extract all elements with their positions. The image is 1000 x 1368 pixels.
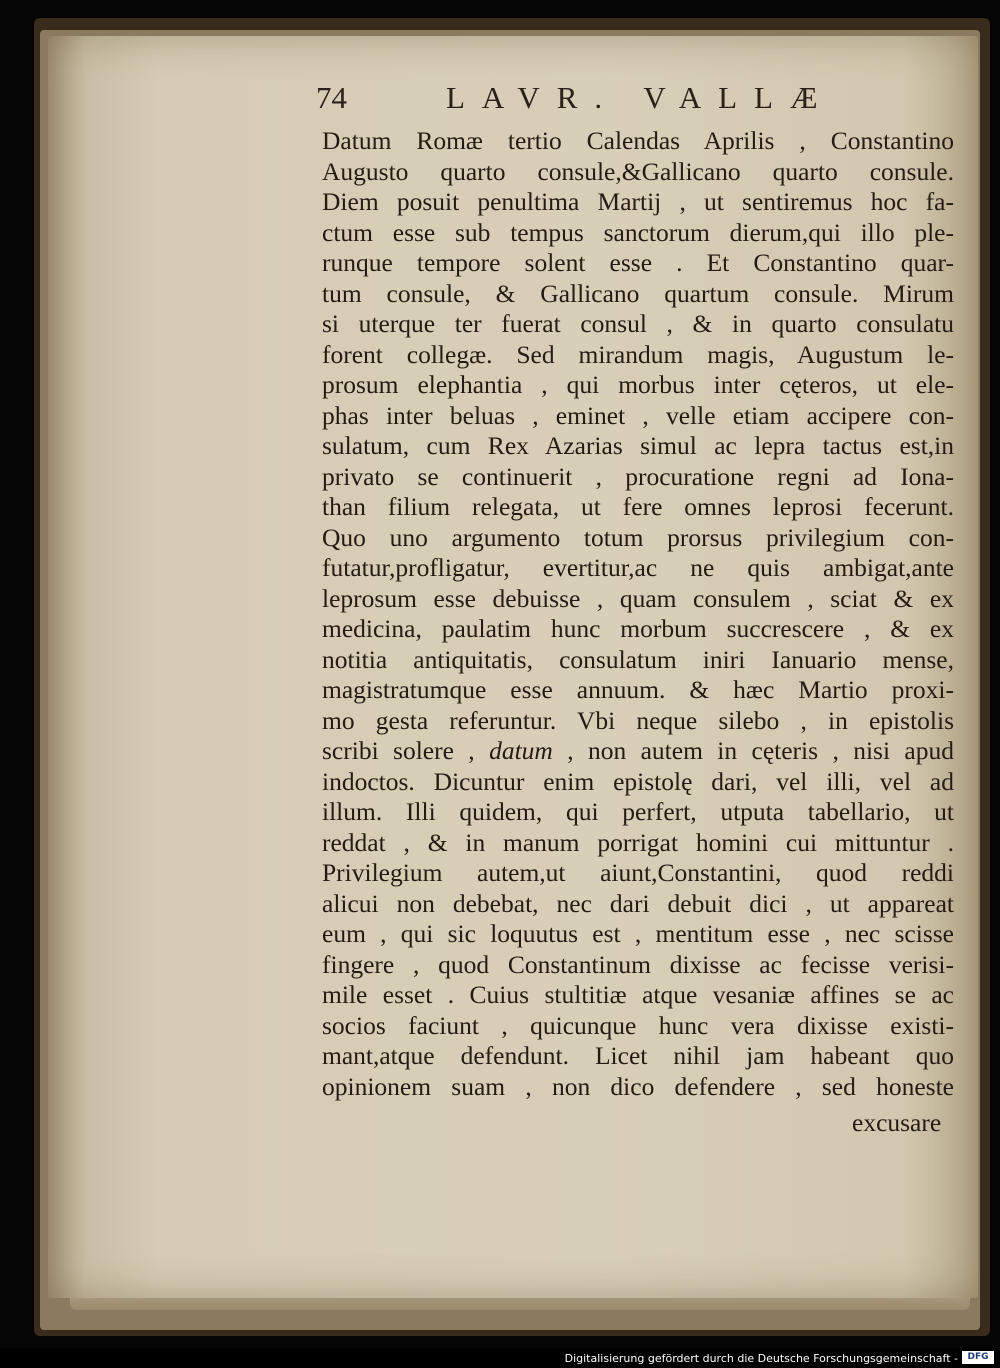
text-line: leprosum esse debuisse , quam consulem , sciat & ex [322, 583, 954, 613]
text-line: privato se continuerit , procuratione regni ad Iona- [322, 461, 954, 491]
page-number: 74 [316, 80, 347, 115]
text-line: mo gesta referuntur. Vbi neque silebo , in epistolis [322, 705, 954, 735]
italic-word: datum [489, 736, 553, 765]
text-line: fingere , quod Constantinum dixisse ac fecisse verisi- [322, 949, 954, 979]
body-text [322, 126, 954, 1102]
digitization-footer [0, 1348, 1000, 1368]
running-head-title: LAVR. VALLÆ [446, 80, 835, 115]
text-segment: , non autem in cęteris , nisi apud [552, 736, 954, 765]
dfg-logo-icon: DFG [962, 1351, 994, 1364]
text-line: tum consule, & Gallicano quartum consule. Mirum [322, 278, 954, 308]
text-line: Datum Romæ tertio Calendas Aprilis , Constantino [322, 126, 954, 155]
text-line: futatur,profligatur, evertitur,ac ne quis ambigat,ante [322, 553, 954, 582]
text-line-with-italic [322, 736, 954, 767]
text-line: Diem posuit penultima Martij , ut sentiremus hoc fa- [322, 187, 954, 216]
text-segment: scribi solere , [322, 736, 490, 765]
text-line: mant,atque defendunt. Licet nihil jam habeant quo [322, 1041, 954, 1070]
text-line: si uterque ter fuerat consul , & in quarto consulatu [322, 309, 954, 338]
text-line: indoctos. Dicuntur enim epistolę dari, vel illi, vel ad [322, 766, 954, 796]
text-line: ctum esse sub tempus sanctorum dierum,qui illo ple- [322, 217, 954, 247]
text-line: reddat , & in manum porrigat homini cui mittuntur . [322, 827, 954, 857]
text-line: sulatum, cum Rex Azarias simul ac lepra tactus est,in [322, 431, 954, 460]
text-line: mile esset . Cuius stultitiæ atque vesaniæ affines se ac [322, 980, 954, 1009]
footer-credit: Digitalisierung gefördert durch die Deutsche Forschungsgemeinschaft - [564, 1352, 958, 1365]
text-line: magistratumque esse annuum. & hæc Martio proxi- [322, 675, 954, 704]
text-line: phas inter beluas , eminet , velle etiam accipere con- [322, 400, 954, 430]
text-line: medicina, paulatim hunc morbum succrescere , & ex [322, 614, 954, 643]
text-line: prosum elephantia , qui morbus inter cęteros, ut ele- [322, 370, 954, 399]
text-line: than filium relegata, ut fere omnes leprosi fecerunt. [322, 492, 954, 521]
text-line: notitia antiquitatis, consulatum iniri Ianuario mense, [322, 644, 954, 674]
text-line: runque tempore solent esse . Et Constantino quar- [322, 248, 954, 277]
text-line: Privilegium autem,ut aiunt,Constantini, quod reddi [322, 858, 954, 887]
text-line: socios faciunt , quicunque hunc vera dixisse existi- [322, 1010, 954, 1040]
text-line: forent collegæ. Sed mirandum magis, Augustum le- [322, 339, 954, 369]
text-line: illum. Illi quidem, qui perfert, utputa tabellario, ut [322, 797, 954, 826]
text-line: Quo uno argumento totum prorsus privilegium con- [322, 522, 954, 552]
text-line: alicui non debebat, nec dari debuit dici , ut appareat [322, 888, 954, 918]
text-line: Augusto quarto consule,&Gallicano quarto consule. [322, 156, 954, 186]
text-line: eum , qui sic loquutus est , mentitum esse , nec scisse [322, 919, 954, 948]
catchword: excusare [852, 1108, 942, 1137]
text-line: opinionem suam , non dico defendere , sed honeste [322, 1071, 954, 1101]
